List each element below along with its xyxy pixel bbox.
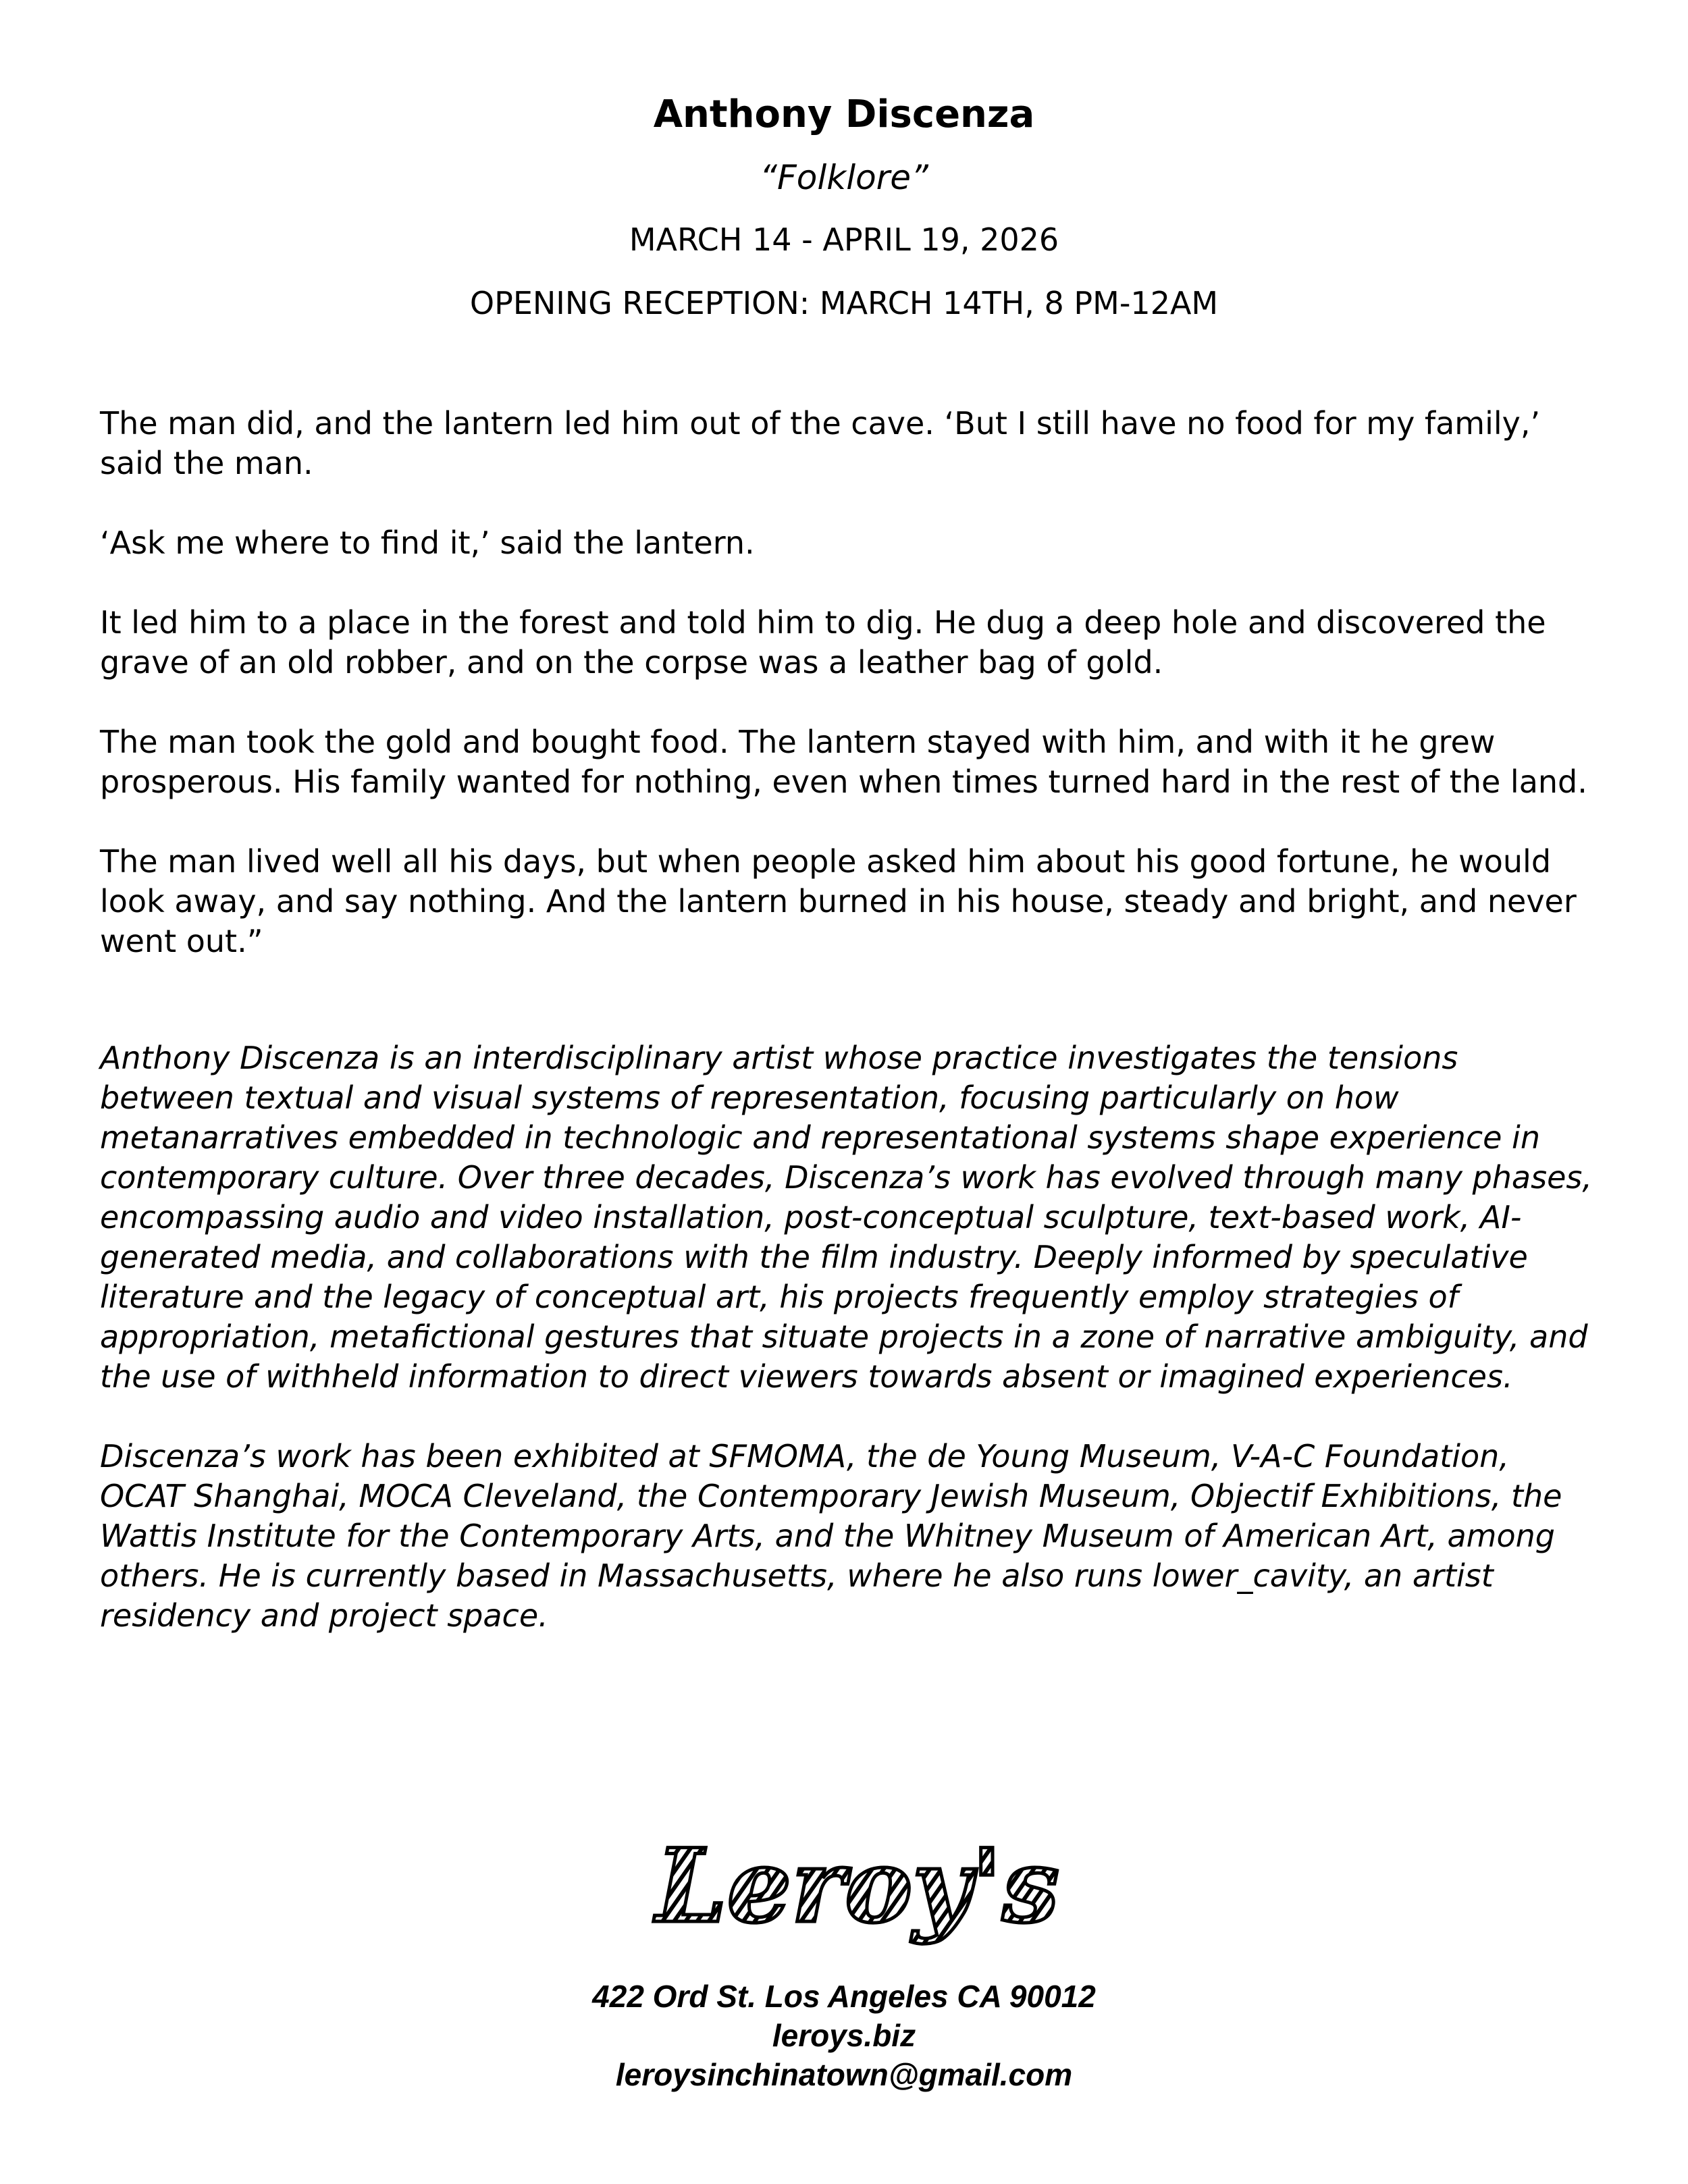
footer-contact [0, 1977, 1688, 2094]
logo-text: Leroy's [656, 1827, 1059, 1946]
artist-bio [100, 1038, 1599, 1676]
bio-paragraph: Discenza’s work has been exhibited at SFMOMA, the de Young Museum, V-A-C Foundation, OCAT Shanghai, MOCA Cleveland, the Contemporary Jewish Museum, Objectif Exhibitions, the Wattis Institute for the Contemporary Arts, and the Whitney Museum of American Art, among others. He is currently based in Massachusetts, where he also runs lower_cavity, an artist residency and project space. [100, 1438, 1562, 1634]
story-paragraph: It led him to a place in the forest and told him to dig. He dug a deep hole and discovered the grave of an old robber, and on the corpse was a leather bag of gold. [100, 604, 1546, 681]
story-paragraph: The man did, and the lantern led him out of the cave. ‘But I still have no food for my family,’ said the man. [100, 405, 1541, 481]
gallery-address: 422 Ord St. Los Angeles CA 90012 [592, 1979, 1096, 2014]
bio-paragraph: Anthony Discenza is an interdisciplinary artist whose practice investigates the tensions between textual and visual systems of representation, focusing particularly on how metanarratives embedded in technologic and representational systems shape experience in contemporary culture. Over three decades, Discenza’s work has evolved through many phases, encompassing audio and video installation, post-conceptual sculpture, text-based work, AI-generated media, and collaborations with the film industry. Deeply informed by speculative literature and the legacy of conceptual art, his projects frequently employ strategies of appropriation, metafictional gestures that situate projects in a zone of narrative ambiguity, and the use of withheld information to direct viewers towards absent or imagined experiences. [100, 1040, 1592, 1395]
header [0, 88, 1688, 325]
gallery-website[interactable]: leroys.biz [772, 2018, 916, 2053]
story-paragraph: ‘Ask me where to find it,’ said the lantern. [100, 525, 755, 561]
story-paragraph: The man took the gold and bought food. The lantern stayed with him, and with it he grew prosperous. His family wanted for nothing, even when times turned hard in the rest of the land. [100, 724, 1587, 800]
opening-reception: OPENING RECEPTION: MARCH 14TH, 8 PM-12AM [469, 285, 1219, 321]
leroys-logo [656, 1827, 1059, 1950]
exhibition-title: “Folklore” [760, 158, 928, 197]
story-text [100, 404, 1599, 1001]
story-paragraph: The man lived well all his days, but when people asked him about his good fortune, he would look away, and say nothing. And the lantern burned in his house, steady and bright, and never went out.” [100, 843, 1577, 959]
gallery-email[interactable]: leroysinchinatown@gmail.com [615, 2057, 1073, 2092]
exhibition-dates: MARCH 14 - APRIL 19, 2026 [629, 221, 1059, 258]
artist-name: Anthony Discenza [653, 92, 1035, 136]
